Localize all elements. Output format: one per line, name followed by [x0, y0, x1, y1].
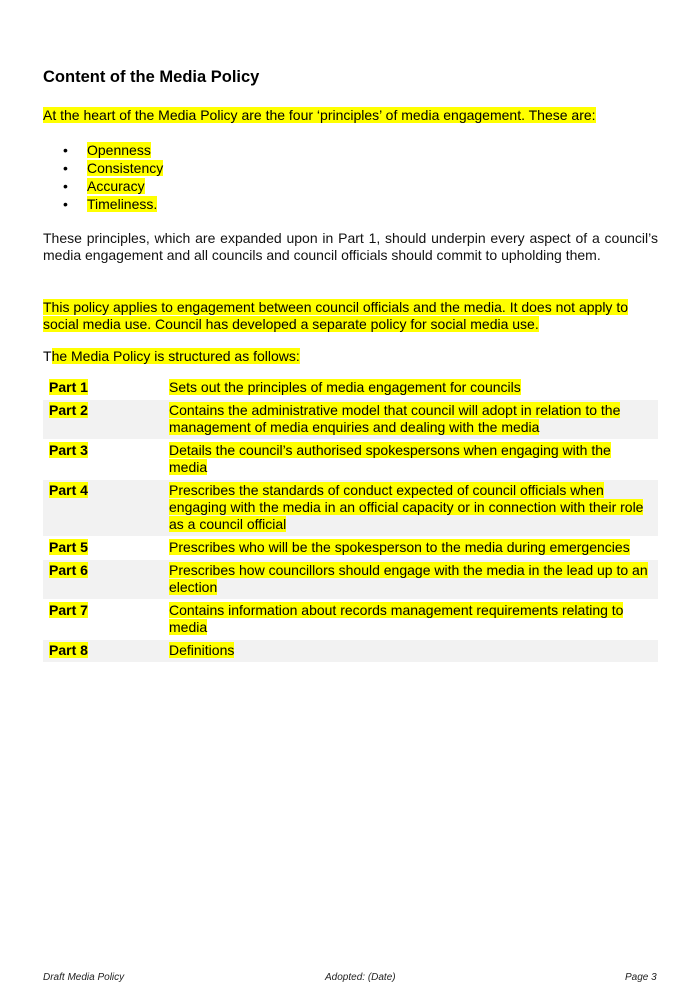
part-label-cell	[43, 640, 163, 663]
structure-intro	[43, 347, 300, 365]
part-label-cell	[43, 560, 163, 600]
structure-intro-text: he Media Policy is structured as follows:	[51, 348, 300, 364]
part-description-cell	[163, 600, 658, 640]
part-label-cell	[43, 600, 163, 640]
part-label-cell	[43, 440, 163, 480]
part-label-cell	[43, 400, 163, 440]
part-label: Part 4	[49, 482, 88, 498]
table-row	[43, 377, 658, 400]
intro-text: At the heart of the Media Policy are the four ‘principles’ of media engagement. These are:	[43, 107, 596, 123]
list-item	[43, 195, 163, 213]
scope-paragraph	[43, 299, 658, 333]
section-heading: Content of the Media Policy	[43, 68, 260, 86]
parts-table	[43, 376, 658, 662]
part-description: Contains information about records management requirements relating to media	[169, 602, 624, 635]
table-row	[43, 640, 658, 663]
principles-list	[43, 141, 163, 213]
table-row	[43, 600, 658, 640]
part-label: Part 5	[49, 539, 88, 555]
bullet-icon: •	[63, 196, 68, 212]
part-label: Part 7	[49, 602, 88, 618]
part-label-cell	[43, 377, 163, 400]
part-label: Part 6	[49, 562, 88, 578]
scope-text: This policy applies to engagement between council officials and the media. It does not apply to social media use. Council has developed a separate policy for social media use.	[43, 299, 628, 332]
intro-paragraph	[43, 106, 596, 124]
part-description: Details the council’s authorised spokespersons when engaging with the media	[169, 442, 611, 475]
table-row	[43, 440, 658, 480]
bullet-icon: •	[63, 160, 68, 176]
table-row	[43, 560, 658, 600]
part-label-cell	[43, 480, 163, 537]
part-description: Contains the administrative model that council will adopt in relation to the management of media enquiries and dealing with the media	[169, 402, 621, 435]
table-row	[43, 537, 658, 560]
part-description-cell	[163, 537, 658, 560]
part-description: Prescribes the standards of conduct expected of council officials when engaging with the media in an official capacity or in connection with their role as a council official	[169, 482, 644, 532]
principle-label: Consistency	[87, 160, 164, 176]
bullet-icon: •	[63, 178, 68, 194]
part-description: Prescribes how councillors should engage with the media in the lead up to an election	[169, 562, 648, 595]
part-description-cell	[163, 440, 658, 480]
list-item	[43, 177, 163, 195]
part-description-cell	[163, 640, 658, 663]
part-label: Part 8	[49, 642, 88, 658]
part-description-cell	[163, 480, 658, 537]
part-label: Part 3	[49, 442, 88, 458]
principle-label: Timeliness.	[87, 196, 158, 212]
principle-label: Accuracy	[87, 178, 145, 194]
bullet-icon: •	[63, 142, 68, 158]
table-row	[43, 480, 658, 537]
part-label-cell	[43, 537, 163, 560]
footer-adopted-date: Adopted: (Date)	[325, 972, 396, 983]
part-description-cell	[163, 377, 658, 400]
principles-paragraph: These principles, which are expanded upon in Part 1, should underpin every aspect of a council’s media engagement and all councils and council officials should commit to upholding them.	[43, 230, 658, 263]
footer-page-number: Page 3	[625, 972, 657, 983]
part-description: Prescribes who will be the spokesperson to the media during emergencies	[169, 539, 630, 555]
list-item	[43, 159, 163, 177]
part-label: Part 1	[49, 379, 88, 395]
part-description-cell	[163, 400, 658, 440]
part-description: Definitions	[169, 642, 235, 658]
part-label: Part 2	[49, 402, 88, 418]
part-description: Sets out the principles of media engagement for councils	[169, 379, 521, 395]
part-description-cell	[163, 560, 658, 600]
list-item	[43, 141, 163, 159]
table-row	[43, 400, 658, 440]
structure-intro-first-letter: T	[43, 348, 52, 364]
footer-document-title: Draft Media Policy	[43, 972, 125, 983]
principle-label: Openness	[87, 142, 151, 158]
